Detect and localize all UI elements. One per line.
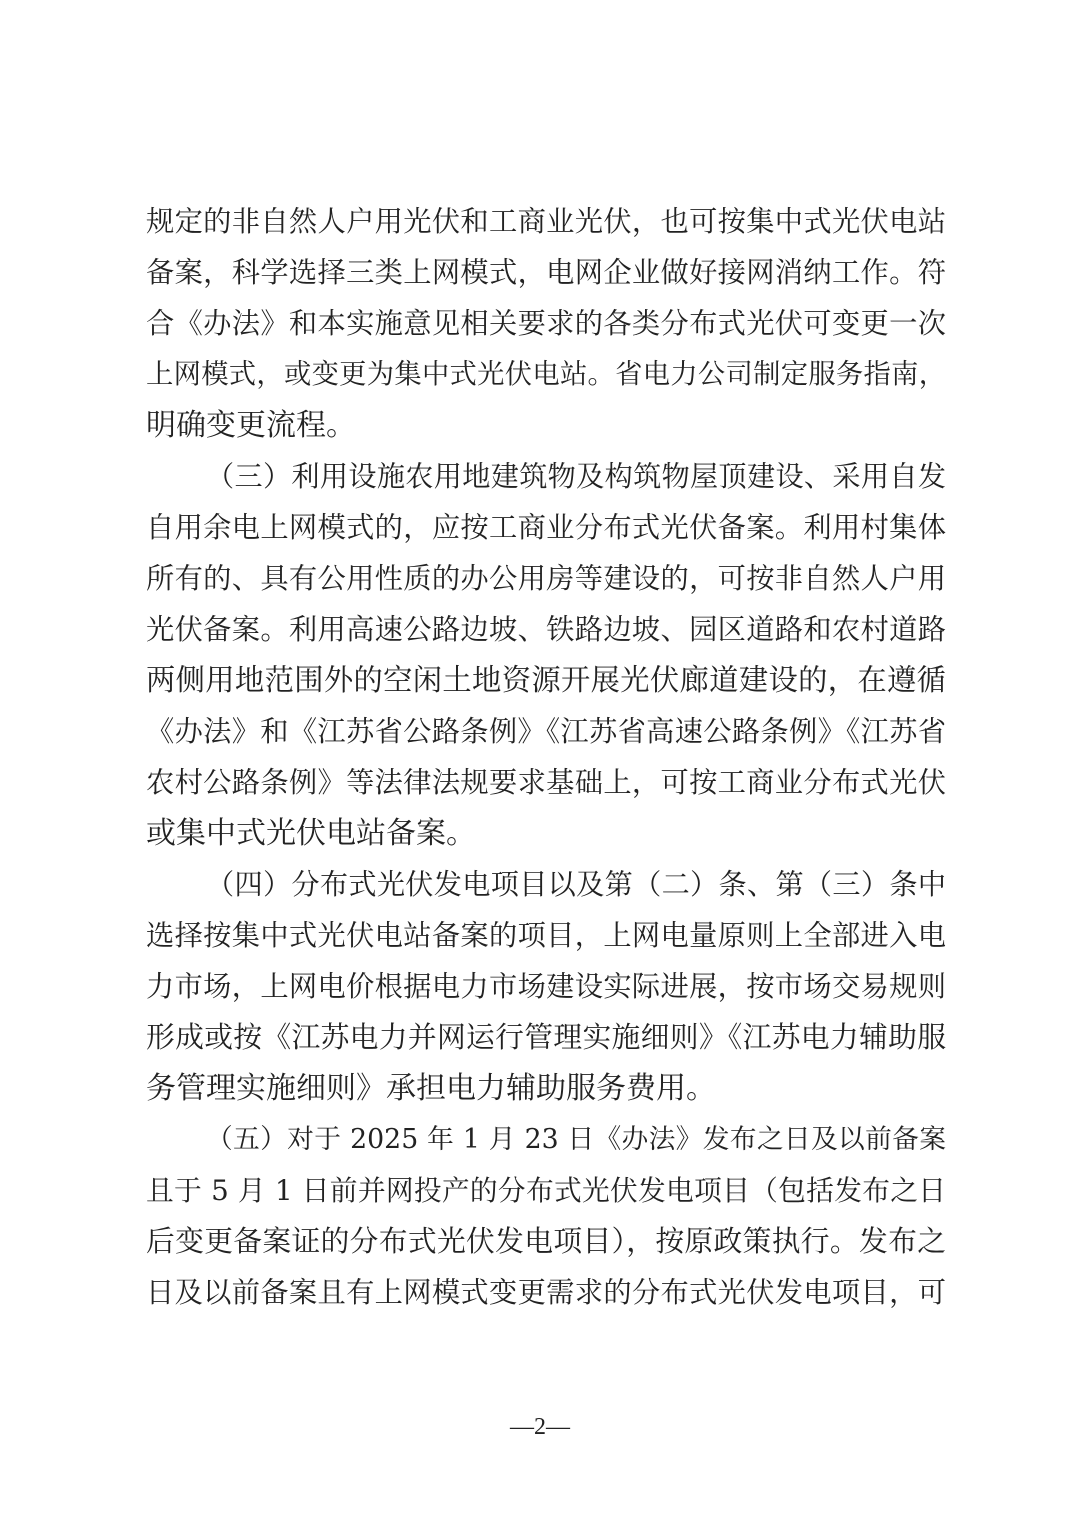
text-line: （三）利用设施农用地建筑物及构筑物屋顶建设、采用自发 [206,460,946,493]
text-line: 农村公路条例》等法律法规要求基础上，可按工商业分布式光伏 [146,766,946,799]
document-body [146,196,946,1318]
text-line: 《办法》和《江苏省公路条例》《江苏省高速公路条例》《江苏省 [146,715,946,748]
text-line: 选择按集中式光伏电站备案的项目，上网电量原则上全部进入电 [146,919,946,952]
text-line: 力市场，上网电价根据电力市场建设实际进展，按市场交易规则 [146,970,946,1003]
text-line: （四）分布式光伏发电项目以及第（二）条、第（三）条中 [206,868,946,901]
text-line: 务管理实施细则》承担电力辅助服务费用。 [146,1071,716,1106]
text-line: 合《办法》和本实施意见相关要求的各类分布式光伏可变更一次 [146,307,946,340]
text-line: 两侧用地范围外的空闲土地资源开展光伏廊道建设的，在遵循 [146,663,946,697]
text-line: 后变更备案证的分布式光伏发电项目），按原政策执行。发布之 [146,1224,946,1258]
text-line: 所有的、具有公用性质的办公用房等建设的，可按非自然人户用 [146,562,946,595]
text-line: （五）对于 2025 年 1 月 23 日《办法》发布之日及以前备案 [206,1124,946,1155]
text-line: 或集中式光伏电站备案。 [146,816,476,851]
text-line: 明确变更流程。 [146,408,356,443]
text-line: 日及以前备案且有上网模式变更需求的分布式光伏发电项目，可 [146,1276,946,1309]
text-line: 光伏备案。利用高速公路边坡、铁路边坡、园区道路和农村道路 [146,613,946,646]
text-line: 备案，科学选择三类上网模式，电网企业做好接网消纳工作。符 [146,256,946,289]
page-number: —2— [510,1414,570,1440]
text-line: 规定的非自然人户用光伏和工商业光伏，也可按集中式光伏电站 [146,205,946,238]
text-line: 形成或按《江苏电力并网运行管理实施细则》《江苏电力辅助服 [146,1020,946,1054]
text-line: 且于 5 月 1 日前并网投产的分布式光伏发电项目（包括发布之日 [146,1174,946,1207]
text-line: 自用余电上网模式的，应按工商业分布式光伏备案。利用村集体 [146,511,946,544]
text-line: 上网模式，或变更为集中式光伏电站。省电力公司制定服务指南， [146,359,946,390]
